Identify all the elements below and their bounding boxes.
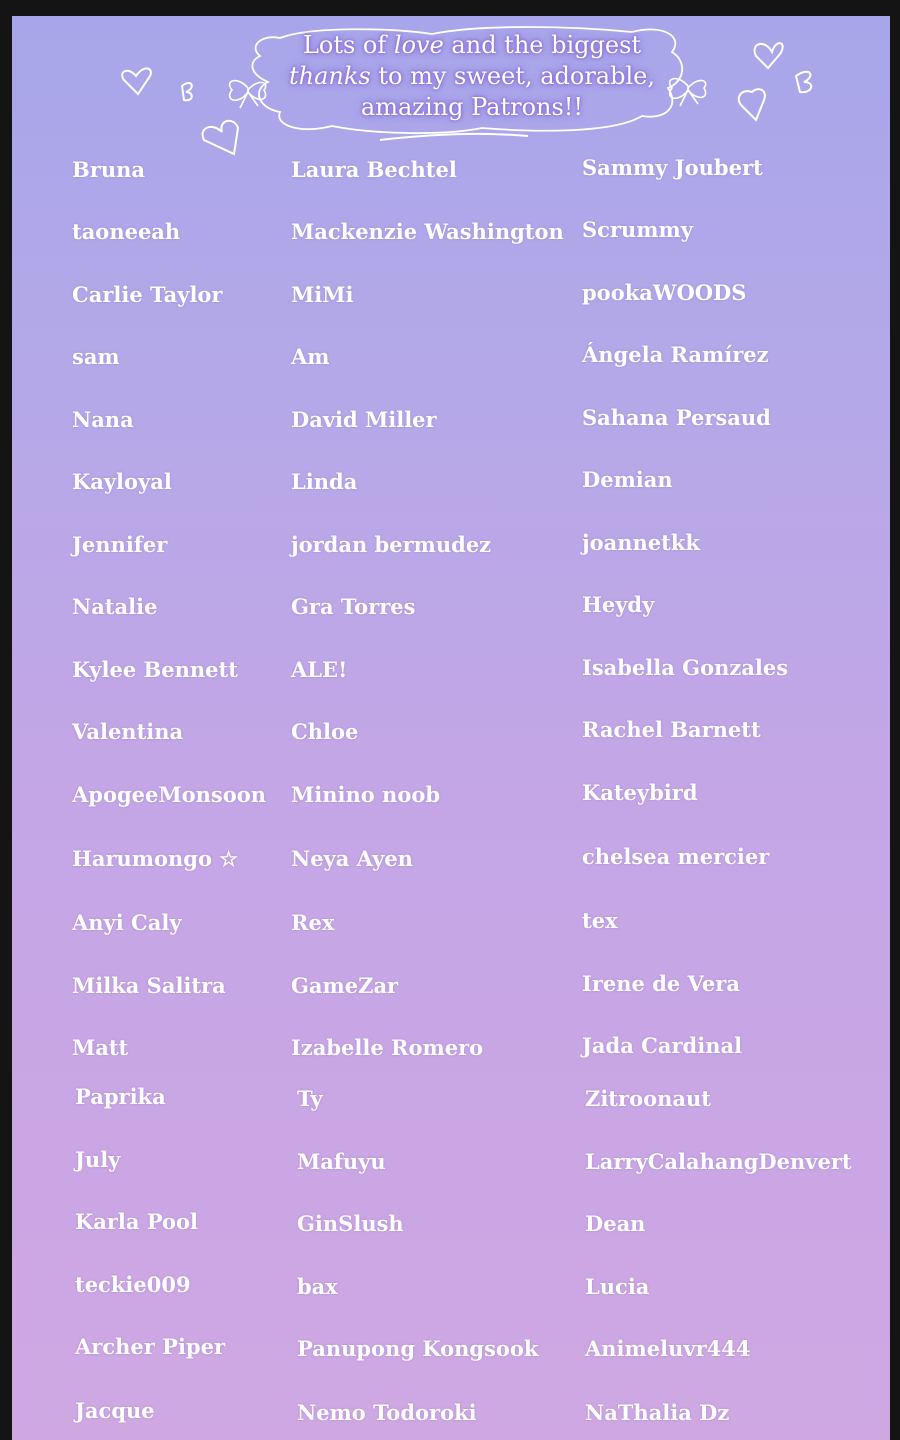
patron-name: Irene de Vera (582, 971, 740, 996)
patron-name: Chloe (291, 719, 359, 744)
patron-name: Zitroonaut (585, 1086, 711, 1111)
patron-name: NaThalia Dz (585, 1400, 730, 1425)
patron-name: Jennifer (72, 532, 168, 557)
patron-name: Matt (72, 1035, 129, 1060)
patron-name: teckie009 (75, 1272, 191, 1297)
patron-name: Panupong Kongsook (297, 1336, 539, 1361)
patron-name: joannetkk (582, 530, 700, 555)
patron-name: Rex (291, 910, 335, 935)
patron-name: Animeluvr444 (585, 1336, 751, 1361)
patron-list (12, 16, 890, 1440)
patron-name: Bruna (72, 157, 145, 182)
patron-thanks-card (12, 16, 890, 1440)
patron-name: ApogeeMonsoon (72, 782, 267, 807)
patron-name: Anyi Caly (72, 910, 182, 935)
patron-name: Natalie (72, 594, 158, 619)
title-emphasis: love (393, 31, 444, 59)
patron-name: Scrummy (582, 217, 693, 242)
patron-name: jordan bermudez (291, 532, 492, 557)
patron-name: GinSlush (297, 1211, 404, 1236)
patron-name: Jacque (75, 1398, 155, 1423)
patron-name: bax (297, 1274, 338, 1299)
patron-name: Valentina (72, 719, 184, 744)
patron-name: Milka Salitra (72, 973, 226, 998)
patron-name: Sahana Persaud (582, 405, 771, 430)
title-emphasis: thanks (289, 62, 371, 90)
patron-name: Demian (582, 467, 673, 492)
patron-name: chelsea mercier (582, 844, 770, 869)
patron-name: pookaWOODS (582, 280, 747, 305)
patron-name: Laura Bechtel (291, 157, 457, 182)
patron-name: Dean (585, 1211, 646, 1236)
patron-name: Mafuyu (297, 1149, 386, 1174)
patron-name: Nana (72, 407, 134, 432)
title-text: Lots of (302, 31, 387, 59)
patron-name: GameZar (291, 973, 399, 998)
title-text: to my sweet, adorable, (378, 62, 655, 90)
patron-name: Lucia (585, 1274, 650, 1299)
patron-name: David Miller (291, 407, 437, 432)
patron-name: ALE! (291, 657, 348, 682)
patron-name: Carlie Taylor (72, 282, 223, 307)
title-line-3: amazing Patrons!! (360, 93, 584, 121)
patron-name: Neya Ayen (291, 846, 413, 871)
patron-name: Gra Torres (291, 594, 416, 619)
patron-name: Kayloyal (72, 469, 172, 494)
patron-name: Sammy Joubert (582, 155, 763, 180)
patron-name: LarryCalahangDenvert (585, 1149, 852, 1174)
patron-name: Ángela Ramírez (582, 342, 769, 367)
patron-name: Nemo Todoroki (297, 1400, 477, 1425)
title-text: and the biggest (451, 31, 642, 59)
patron-name: Kylee Bennett (72, 657, 238, 682)
patron-name: Isabella Gonzales (582, 655, 789, 680)
patron-name: Linda (291, 469, 358, 494)
patron-name: Am (291, 344, 330, 369)
patron-name: July (75, 1147, 121, 1172)
patron-name: Paprika (75, 1084, 166, 1109)
patron-name: Archer Piper (75, 1334, 226, 1359)
patron-name: Rachel Barnett (582, 717, 761, 742)
patron-name: Kateybird (582, 780, 698, 805)
patron-name: tex (582, 908, 618, 933)
patron-name: Mackenzie Washington (291, 219, 564, 244)
patron-name: Minino noob (291, 782, 441, 807)
patron-name: Ty (297, 1086, 323, 1111)
patron-name: Karla Pool (75, 1209, 199, 1234)
patron-name: MiMi (291, 282, 354, 307)
patron-name: taoneeah (72, 219, 181, 244)
patron-name: Izabelle Romero (291, 1035, 484, 1060)
patron-name: Harumongo ☆ (72, 846, 239, 871)
patron-name: Heydy (582, 592, 655, 617)
patron-name: Jada Cardinal (582, 1033, 743, 1058)
patron-name: sam (72, 344, 120, 369)
